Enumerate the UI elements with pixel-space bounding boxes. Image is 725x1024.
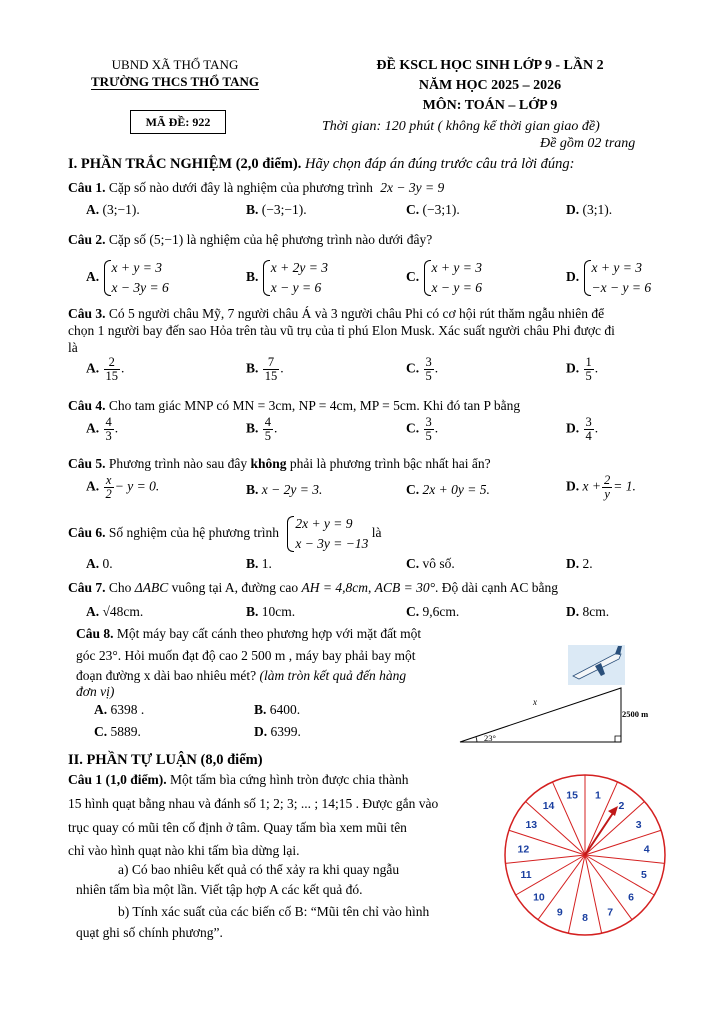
part2-title: II. PHẦN TỰ LUẬN (8,0 điểm) xyxy=(68,752,263,768)
sector-number: 15 xyxy=(566,789,578,802)
e1-label: Câu 1 (1,0 điểm). xyxy=(68,772,167,787)
q7-text-2: vuông tại A, đường cao xyxy=(171,580,299,595)
option-label: A. xyxy=(86,202,100,217)
q6-stem xyxy=(68,514,382,554)
q1-option-b xyxy=(246,202,307,218)
e1-part-a-1: a) Có bao nhiêu kết quả có thể xảy ra khi quay ngẫu xyxy=(118,862,400,877)
q1-stem xyxy=(68,180,444,196)
option-label: D. xyxy=(566,269,580,285)
denominator: 5 xyxy=(425,429,432,443)
denominator: 15 xyxy=(264,369,278,383)
q1-option-d xyxy=(566,202,612,218)
q7-altitude: AH = 4,8cm xyxy=(301,580,368,595)
q8-note: (làm tròn kết quả đến hàng xyxy=(259,668,407,683)
option-label: A. xyxy=(86,604,100,619)
q7-option-d xyxy=(566,604,609,620)
q2-option-b xyxy=(246,258,328,298)
option-label: A. xyxy=(94,702,108,717)
option-label: D. xyxy=(566,604,580,619)
system-row: x + y = 3 xyxy=(111,260,162,275)
option-label: B. xyxy=(246,482,259,497)
e1-line4: chỉ vào hình quạt nào khi tấm bìa dừng lại. xyxy=(68,843,300,858)
numerator: 3 xyxy=(585,415,592,429)
q7-stem: Câu 7. Cho ΔABC vuông tại A, đường cao AH = 4,8cm, ACB = 30°. Độ dài cạnh AC bằng xyxy=(68,580,558,595)
e1-line3: trục quay có mũi tên cố định ở tâm. Quay tấm bìa xem mũi tên xyxy=(68,820,407,835)
exam-title: ĐỀ KSCL HỌC SINH LỚP 9 - LẦN 2 xyxy=(376,58,604,73)
sector-number: 13 xyxy=(525,819,538,831)
system-row: x + y = 3 xyxy=(431,260,482,275)
option-label: B. xyxy=(246,269,259,285)
q4-text: Cho tam giác MNP có xyxy=(108,398,230,413)
school-name: TRƯỜNG THCS THỔ TANG xyxy=(91,74,259,89)
q2-option-c xyxy=(406,258,482,298)
q8-line3 xyxy=(76,668,406,684)
q8-label: Câu 8. xyxy=(76,626,114,641)
option-label: C. xyxy=(406,482,420,497)
option-label: B. xyxy=(246,360,259,376)
option-value: (−3;−1). xyxy=(261,202,307,217)
option-value: x + xyxy=(582,478,601,494)
q8-line1 xyxy=(76,626,421,642)
exam-time: Thời gian: 120 phút ( không kể thời gian giao đề) xyxy=(322,119,600,134)
option-label: A. xyxy=(86,360,100,376)
q2-text: là nghiệm của hệ phương trình nào dưới đây? xyxy=(186,232,433,247)
sector-number: 8 xyxy=(582,912,588,924)
denominator: 5 xyxy=(264,429,272,443)
system-row: x − 3y = 6 xyxy=(111,280,169,295)
q8-line4: đơn vị) xyxy=(76,684,115,699)
option-label: D. xyxy=(566,420,580,436)
q5-option-c xyxy=(406,482,490,498)
q3-line2: chọn 1 người bay đến sao Hỏa trên tàu vũ trụ của tỉ phú Elon Musk. Xác suất người châu Phi được đi xyxy=(68,323,615,338)
sector-number: 1 xyxy=(594,789,601,802)
option-value-tail: = 1. xyxy=(613,478,636,494)
option-label: D. xyxy=(254,724,268,739)
option-label: C. xyxy=(406,269,420,285)
q7-tail: . Độ dài cạnh AC bằng xyxy=(435,580,558,595)
q8-text: Một máy bay cất cánh theo phương hợp với mặt đất một xyxy=(116,626,422,641)
q1-text: Cặp số nào dưới đây là nghiệm của phương trình xyxy=(108,180,373,195)
q3-line1 xyxy=(68,306,604,322)
q7-label: Câu 7. xyxy=(68,580,106,595)
e1-part-b-2: quạt ghi số chính phương”. xyxy=(76,925,223,940)
numerator: 3 xyxy=(425,355,432,369)
sector-divider xyxy=(585,830,661,855)
option-label: C. xyxy=(406,202,420,217)
sector-number: 7 xyxy=(607,906,614,919)
q3-line3: là xyxy=(68,340,78,355)
district-name: UBND XÃ THỔ TANG xyxy=(111,57,239,72)
option-value: 8cm. xyxy=(582,604,610,619)
numerator: 2 xyxy=(603,473,611,487)
q4-option-a: A. $\frac{4}{3}$ . xyxy=(86,415,119,443)
q7-option-c xyxy=(406,604,459,620)
option-label: C. xyxy=(94,724,108,739)
q3-text: Có 5 người châu Mỹ, 7 người châu Á và 3 người châu Phi có cơ hội rút thăm ngẫu nhiên để xyxy=(108,306,605,321)
option-label: D. xyxy=(566,360,580,376)
sector-divider xyxy=(585,782,618,855)
q8-figure xyxy=(455,640,685,750)
q6-option-a xyxy=(86,556,113,572)
q3-label: Câu 3. xyxy=(68,306,106,321)
e1-part-a-2: nhiên tấm bìa một lần. Viết tập hợp A các kết quả đó. xyxy=(76,882,363,897)
q4-label: Câu 4. xyxy=(68,398,106,413)
q1-equation: 2x − 3y = 9 xyxy=(380,180,445,195)
sector-number: 14 xyxy=(542,799,555,812)
q1-option-c xyxy=(406,202,460,218)
spinner-wheel xyxy=(500,770,670,940)
option-label: B. xyxy=(246,556,259,571)
height-label: 2500 m xyxy=(622,709,649,719)
option-value: 6399. xyxy=(270,724,301,739)
angle-arc xyxy=(476,737,477,742)
sector-number: 12 xyxy=(517,843,530,856)
denominator: 15 xyxy=(105,369,118,383)
denominator: y xyxy=(604,487,610,501)
header-right xyxy=(300,56,680,116)
option-value: 5889. xyxy=(110,724,141,739)
sector-number: 3 xyxy=(635,819,642,831)
option-value: 10cm. xyxy=(261,604,296,619)
q7-text: Cho xyxy=(108,580,132,595)
sector-number: 11 xyxy=(520,869,532,882)
q5-text-2: phải là phương trình bậc nhất hai ẩn? xyxy=(289,456,491,471)
q8-line2: góc 23°. Hỏi muốn đạt độ cao 2 500 m , máy bay phải bay một xyxy=(76,648,416,663)
q3-option-d: D. $\frac{1}{5}$ . xyxy=(566,355,599,383)
right-angle-mark xyxy=(615,736,621,742)
option-value: 1. xyxy=(261,556,272,571)
q6-text: Số nghiệm của hệ phương trình xyxy=(108,525,279,541)
sector-number: 2 xyxy=(618,799,625,812)
q8-option-a xyxy=(94,702,144,718)
airplane-icon xyxy=(568,645,625,685)
option-value: (3;1). xyxy=(582,202,613,217)
option-value: (−3;1). xyxy=(422,202,460,217)
numerator: 1 xyxy=(585,355,592,369)
option-value: 6400. xyxy=(269,702,301,717)
numerator: x xyxy=(104,474,114,488)
q4-option-d: D. $\frac{3}{4}$ . xyxy=(566,415,599,443)
q5-label: Câu 5. xyxy=(68,456,106,471)
exam-code: MÃ ĐỀ: 922 xyxy=(130,110,226,134)
q7-option-a xyxy=(86,604,143,620)
option-label: C. xyxy=(406,420,420,436)
q5-option-b xyxy=(246,482,322,498)
q3-option-c: C. $\frac{3}{5}$ . xyxy=(406,355,439,383)
option-value: 2x + 0y = 5. xyxy=(422,482,490,497)
option-label: C. xyxy=(406,604,420,619)
q5-option-a xyxy=(86,474,159,501)
option-value: − y = 0. xyxy=(114,478,160,494)
q1-label: Câu 1. xyxy=(68,180,106,195)
option-label: C. xyxy=(406,360,420,376)
sector-number: 6 xyxy=(628,891,634,904)
q4-tail: . Khi đó tan P bằng xyxy=(416,398,521,413)
numerator: 7 xyxy=(263,356,280,370)
option-label: D. xyxy=(566,556,580,571)
q6-option-c xyxy=(406,556,455,572)
system-row: −x − y = 6 xyxy=(591,280,652,295)
q2-option-d xyxy=(566,258,651,298)
q8-option-c xyxy=(94,724,141,740)
denominator: 2 xyxy=(105,487,112,501)
e1-line1 xyxy=(68,772,408,788)
q6-option-b xyxy=(246,556,272,572)
system-row: x + y = 3 xyxy=(591,260,642,275)
q8-option-b xyxy=(254,702,300,718)
denominator: 4 xyxy=(585,429,592,443)
q4-option-b: B. $\frac{4}{5}$ . xyxy=(246,415,278,443)
q3-option-a: A. $\frac{2}{15}$ . xyxy=(86,355,125,383)
q6-tail: là xyxy=(371,525,382,541)
hypotenuse-label: x xyxy=(533,697,537,707)
q1-option-a xyxy=(86,202,140,218)
option-value: 6398 . xyxy=(110,702,145,717)
option-value: 0. xyxy=(102,556,113,571)
q2-option-a xyxy=(86,258,169,298)
numerator: 2 xyxy=(104,356,121,370)
sector-number: 5 xyxy=(641,869,647,882)
option-label: A. xyxy=(86,269,100,285)
q6-option-d xyxy=(566,556,593,572)
q3-option-b: B. $\frac{7}{15}$ . xyxy=(246,355,284,383)
option-label: C. xyxy=(406,556,420,571)
option-value: 2. xyxy=(582,556,593,571)
q7-triangle: ΔABC xyxy=(134,580,169,595)
arrow-head-icon xyxy=(608,806,618,816)
part1-heading xyxy=(68,156,574,173)
option-value: 9,6cm. xyxy=(422,604,460,619)
q4-stem xyxy=(68,398,520,414)
option-label: D. xyxy=(566,202,580,217)
q2-label: Câu 2. xyxy=(68,232,106,247)
part1-title: I. PHẦN TRẮC NGHIỆM (2,0 điểm). xyxy=(68,156,302,172)
sector-number: 10 xyxy=(533,891,545,904)
option-value: vô số. xyxy=(422,556,455,571)
q4-given: MN = 3cm, NP = 4cm, MP = 5cm xyxy=(232,398,417,413)
angle-label: 23° xyxy=(484,733,496,743)
numerator: 4 xyxy=(105,415,112,429)
sector-number: 9 xyxy=(556,906,563,919)
part1-instruction: Hãy chọn đáp án đúng trước câu trả lời đúng: xyxy=(304,156,575,172)
page-count: Đề gồm 02 trang xyxy=(540,136,636,151)
option-value: x − 2y = 3. xyxy=(261,482,323,497)
option-label: B. xyxy=(254,702,267,717)
system-row: x + 2y = 3 xyxy=(270,260,328,275)
numerator: 4 xyxy=(264,415,272,429)
option-value: (3;−1). xyxy=(102,202,140,217)
q8-option-d xyxy=(254,724,301,740)
q7-angle: ACB = 30° xyxy=(374,580,436,595)
option-label: B. xyxy=(246,202,259,217)
system-row: x − y = 6 xyxy=(270,280,322,295)
system-row: x − y = 6 xyxy=(431,280,482,295)
q5-emphasis: không xyxy=(250,456,287,471)
option-label: A. xyxy=(86,556,100,571)
subject: MÔN: TOÁN – LỚP 9 xyxy=(422,98,558,113)
system-row: 2x + y = 9 xyxy=(295,516,353,531)
option-label: A. xyxy=(86,478,100,494)
q5-text: Phương trình nào sau đây xyxy=(108,456,248,471)
q4-option-c: C. $\frac{3}{5}$ . xyxy=(406,415,439,443)
school-year: NĂM HỌC 2025 – 2026 xyxy=(418,78,562,93)
q2-pre: Cặp số xyxy=(108,232,147,247)
e1-text: Một tấm bìa cứng hình tròn được chia thành xyxy=(170,772,409,787)
q8-text-3: đoạn đường x dài bao nhiêu mét? xyxy=(76,668,257,683)
sector-number: 4 xyxy=(643,843,650,856)
numerator: 3 xyxy=(425,415,432,429)
header-left xyxy=(70,56,280,90)
denominator: 3 xyxy=(105,429,112,443)
denominator: 5 xyxy=(585,369,592,383)
denominator: 5 xyxy=(425,369,432,383)
option-value: √48cm. xyxy=(102,604,144,619)
option-label: A. xyxy=(86,420,100,436)
q6-label: Câu 6. xyxy=(68,525,106,541)
q2-stem xyxy=(68,232,432,248)
system-row: x − 3y = −13 xyxy=(295,536,369,551)
q2-pair: (5;−1) xyxy=(149,232,184,247)
q5-option-d xyxy=(566,474,636,501)
option-label: B. xyxy=(246,604,259,619)
q5-stem xyxy=(68,456,491,472)
e1-part-b-1: b) Tính xác suất của các biến cố B: “Mũi tên chỉ vào hình xyxy=(118,904,430,919)
q7-option-b xyxy=(246,604,295,620)
option-label: D. xyxy=(566,478,580,494)
e1-line2: 15 hình quạt bằng nhau và đánh số 1; 2; 3; ... ; 14;15 . Được gắn vào xyxy=(68,796,439,811)
option-label: B. xyxy=(246,420,259,436)
